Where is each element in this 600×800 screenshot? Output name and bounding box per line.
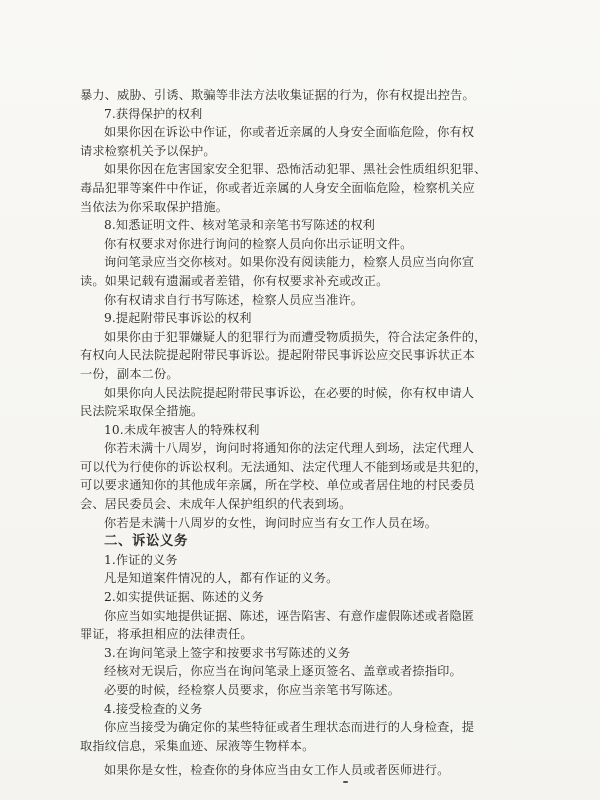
text-line: 凡是知道案件情况的人，都有作证的义务。: [104, 571, 339, 586]
document-body: [80, 86, 535, 780]
text-line: 当依法为你采取保护措施。: [80, 199, 229, 214]
text-line: 毒品犯罪等案件中作证，你或者近亲属的人身安全面临危险，检察机关应: [80, 180, 475, 195]
text-line: 请求检察机关予以保护。: [80, 143, 216, 158]
text-line: 4.接受检查的义务: [104, 701, 203, 716]
text-line: 你若是未满十八周岁的女性，询问时应当有女工作人员在场。: [104, 515, 438, 530]
text-line: 10.未成年被害人的特殊权利: [104, 422, 260, 437]
text-line: 如果你由于犯罪嫌疑人的犯罪行为而遭受物质损失，符合法定条件的，: [104, 329, 487, 344]
text-line: 2.如实提供证据、陈述的义务: [104, 590, 264, 605]
text-line: 可以代为行使你的诉讼权利。无法通知、法定代理人不能到场或是共犯的，: [80, 459, 488, 474]
text-line: 1.作证的义务: [104, 552, 178, 567]
obligations-section: [80, 551, 535, 756]
rights-section: [80, 86, 535, 532]
text-line: 一份，副本二份。: [80, 366, 179, 381]
text-line: 会、居民委员会、未成年人保护组织的代表到场。: [80, 497, 352, 512]
text-line: 如果你因在危害国家安全犯罪、恐怖活动犯罪、黑社会性质组织犯罪、: [104, 162, 487, 177]
text-line: 暴力、威胁、引诱、欺骗等非法方法收集证据的行为，你有权提出控告。: [80, 88, 475, 102]
text-line: 如果你因在诉讼中作证，你或者近亲属的人身安全面临危险，你有权: [104, 125, 475, 140]
text-line: 罪证，将承担相应的法律责任。: [80, 627, 253, 642]
text-line: 3.在询问笔录上签字和按要求书写陈述的义务: [104, 645, 351, 660]
text-line: 7.获得保护的权利: [104, 106, 203, 121]
text-line: 你应当接受为确定你的某些特征或者生理状态而进行的人身检查，提: [104, 720, 475, 735]
section-heading: 二、诉讼义务: [104, 533, 188, 550]
text-line: 读。如果记载有遗漏或者差错，你有权要求补充或改正。: [80, 273, 389, 288]
final-paragraph: 如果你是女性，检查你的身体应当由女工作人员或者医师进行。: [104, 763, 450, 778]
text-line: 询问笔录应当交你核对。如果你没有阅读能力，检察人员应当向你宣: [104, 255, 475, 270]
text-line: 经核对无误后，你应当在询问笔录上逐页签名、盖章或者捺指印。: [104, 664, 462, 679]
page-mark: [343, 781, 348, 783]
text-line: 如果你向人民法院提起附带民事诉讼，在必要的时候，你有权申请人: [104, 385, 475, 400]
text-line: 民法院采取保全措施。: [80, 404, 204, 419]
text-line: 你有权要求对你进行询问的检察人员向你出示证明文件。: [104, 236, 413, 251]
text-line: 8.知悉证明文件、核对笔录和亲笔书写陈述的权利: [104, 218, 376, 233]
text-line: 你有权请求自行书写陈述，检察人员应当准许。: [104, 292, 364, 307]
text-line: 必要的时候，经检察人员要求，你应当亲笔书写陈述。: [104, 683, 401, 697]
text-line: 你应当如实地提供证据、陈述，诬告陷害、有意作虚假陈述或者隐匿: [104, 608, 475, 623]
text-line: 取指纹信息，采集血迹、尿液等生物样本。: [80, 738, 315, 753]
text-line: 9.提起附带民事诉讼的权利: [104, 311, 252, 326]
text-line: 有权向人民法院提起附带民事诉讼。提起附带民事诉讼应交民事诉状正本: [80, 348, 475, 363]
text-line: 可以要求通知你的其他成年亲属，所在学校、单位或者居住地的村民委员: [80, 478, 475, 493]
text-line: 你若未满十八周岁，询问时将通知你的法定代理人到场，法定代理人: [104, 441, 475, 456]
